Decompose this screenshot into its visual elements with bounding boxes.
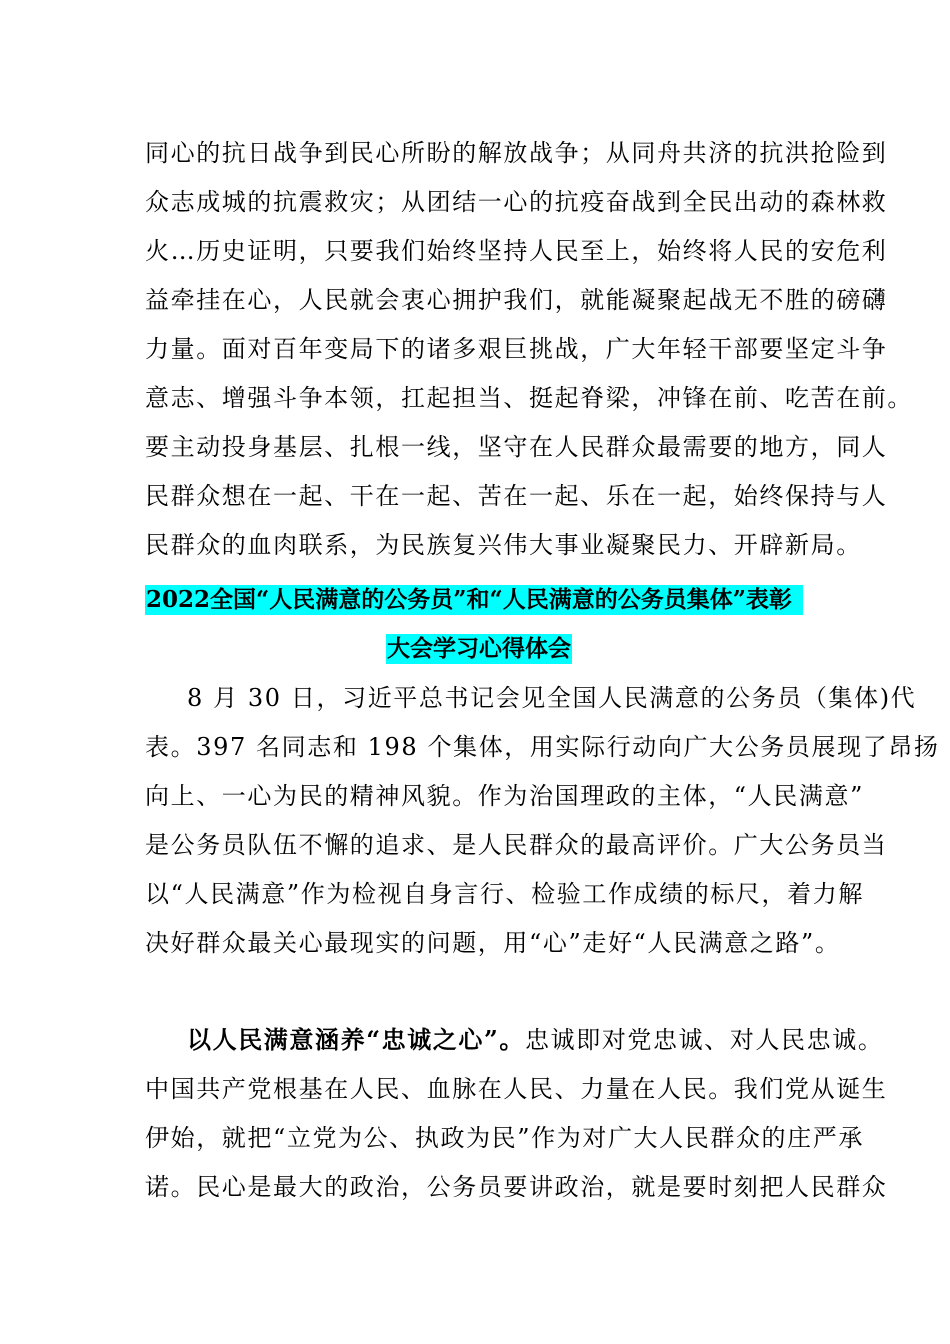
paragraph-1-line-8: 民群众想在一起、干在一起、苦在一起、乐在一起，始终保持与人 [145,482,888,510]
paragraph-2-line-5: 以“人民满意”作为检视自身言行、检验工作成绩的标尺，着力解 [145,880,864,908]
paragraph-2-line-2: 表。397 名同志和 198 个集体，用实际行动向广大公务员展现了昂扬 [145,733,940,761]
paragraph-2-line-4: 是公务员队伍不懈的追求、是人民群众的最高评价。广大公务员当 [145,831,888,859]
paragraph-1-line-2: 众志成城的抗震救灾；从团结一心的抗疫奋战到全民出动的森林救 [145,188,888,216]
paragraph-3-line-4: 诺。民心是最大的政治，公务员要讲政治，就是要时刻把人民群众 [145,1173,888,1201]
section-lead-bold: 以人民满意涵养“忠诚之心”。 [187,1025,526,1054]
paragraph-2-line-3: 向上、一心为民的精神风貌。作为治国理政的主体，“人民满意” [145,782,864,810]
section-lead-rest: 忠诚即对党忠诚、对人民忠诚。 [525,1026,884,1054]
paragraph-2-line-6: 决好群众最关心最现实的问题，用“心”走好“人民满意之路”。 [145,929,841,957]
paragraph-3-line-3: 伊始，就把“立党为公、执政为民”作为对广大人民群众的庄严承 [145,1124,864,1152]
paragraph-1-line-5: 力量。面对百年变局下的诸多艰巨挑战，广大年轻干部要坚定斗争 [145,335,888,363]
paragraph-1-line-7: 要主动投身基层、扎根一线，坚守在人民群众最需要的地方，同人 [145,433,888,461]
paragraph-3-line-1 [187,1023,884,1057]
paragraph-3-line-2: 中国共产党根基在人民、血脉在人民、力量在人民。我们党从诞生 [145,1075,888,1103]
paragraph-1-line-1: 同心的抗日战争到民心所盼的解放战争；从同舟共济的抗洪抢险到 [145,139,888,167]
paragraph-1-line-4: 益牵挂在心，人民就会衷心拥护我们，就能凝聚起战无不胜的磅礴 [145,286,888,314]
paragraph-1-line-3: 火…历史证明，只要我们始终坚持人民至上，始终将人民的安危利 [145,237,888,265]
paragraph-2-line-1: 8 月 30 日，习近平总书记会见全国人民满意的公务员（集体)代 [187,684,917,712]
paragraph-1-line-6: 意志、增强斗争本领，扛起担当、挺起脊梁，冲锋在前、吃苦在前。 [145,384,913,412]
article-heading-line-2: 大会学习心得体会 [387,635,571,662]
paragraph-1-line-9: 民群众的血肉联系，为民族复兴伟大事业凝聚民力、开辟新局。 [145,531,862,559]
article-heading-line-1: 2022全国“人民满意的公务员”和“人民满意的公务员集体”表彰 [145,585,803,615]
